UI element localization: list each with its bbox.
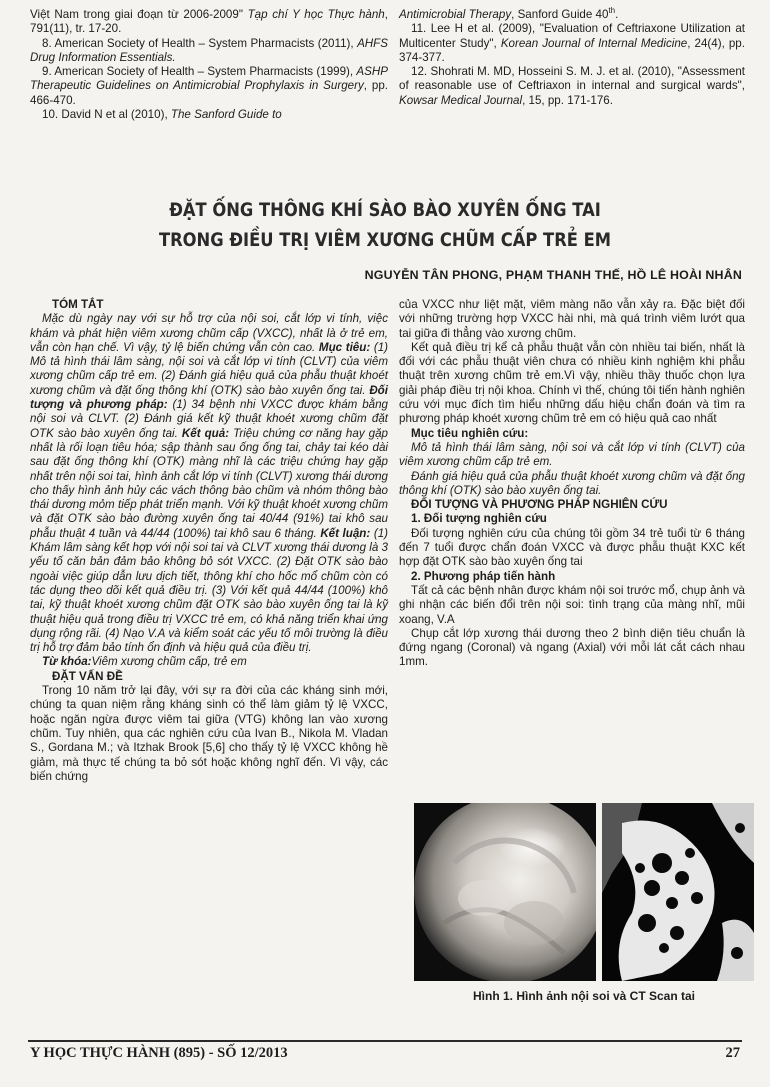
article-authors: NGUYỄN TÂN PHONG, PHẠM THANH THẾ, HỒ LÊ HOÀI NHÂN (364, 268, 742, 282)
figure-caption: Hình 1. Hình ảnh nội soi và CT Scan tai (472, 989, 696, 1003)
abstract-heading: TÓM TẮT (52, 298, 104, 311)
reference-12: 12. Shohrati M. MD, Hosseini S. M. J. et al. (2010), "Assessment of reasonable use of Ceftriaxon in internal and surgical wards", Kowsar Medical Journal, 15, pp. 171-176. (399, 65, 745, 107)
footer-rule (28, 1040, 742, 1042)
reference-9: 9. American Society of Health – System Pharmacists (1999), ASHP Therapeutic Guidelines on Antimicrobial Prophylaxis in Surgery, pp. 466-470. (30, 65, 388, 107)
reference-10-tail: Antimicrobial Therapy, Sanford Guide 40th. (399, 6, 619, 21)
reference-10: 10. David N et al (2010), The Sanford Guide to (42, 108, 282, 122)
journal-name: Y HỌC THỰC HÀNH (895) - SỐ 12/2013 (30, 1045, 288, 1061)
figure-1 (414, 803, 754, 981)
objective-2: Đánh giá hiệu quả của phẫu thuật khoét xương chũm và đặt ống thông khí (OTK) sào bào xuyên ống tai. (399, 469, 745, 497)
intro-paragraph-1-continued: của VXCC như liệt mặt, viêm màng não vẫn xảy ra. Đặc biệt đối với những trường hợp VXCC hài nhi, mà quá trình viêm lướt qua tai giữa đi thẳng vào xương chũm. (399, 298, 745, 340)
reference-11: 11. Lee H et al. (2009), "Evaluation of Ceftriaxone Utilization at Multicenter Study", Korean Journal of Internal Medicine, 24(4), pp. 374-377. (399, 22, 745, 64)
article-title-line-2: TRONG ĐIỀU TRỊ VIÊM XƯƠNG CHŨM CẤP TRẺ EM (158, 229, 612, 251)
methods-procedure-text-2: Chụp cắt lớp xương thái dương theo 2 bình diện tiêu chuẩn là đứng ngang (Coronal) và ngang (Axial) với mỗi lát cắt cách nhau 1mm. (399, 626, 745, 669)
abstract-text: Mặc dù ngày nay với sự hỗ trợ của nội soi, cắt lớp vi tính, việc khám và phát hiện viêm xương chũm cấp (VXCC), nhất là ở trẻ em, vẫn còn hạn chế. Vì vậy, tỷ lệ biến chứng vẫn còn cao. Mục tiêu: (1) Mô tả hình thái lâm sàng, nội soi và cắt lớp vi tính (CLVT) của viêm xương chũm cấp trẻ em. (2) Đánh giá hiệu quả của phẫu thuật khoét xương chũm và đặt ống thông khí (OTK) sào bào xuyên ống tai. Đối tượng và phương pháp: (1) 34 bệnh nhi VXCC được khám bằng nội soi và CLVT. (2) Đánh giá kết kỹ thuật khoét xương chũm đặt OTK sào bào xuyên ống tai. Kết quả: Triệu chứng cơ năng hay gặp nhất là rối loạn tiêu hóa; sập thành sau ống ống tai, chảy tai kéo dài sau đặt ống thông khí (OTK) màng nhĩ là các triệu chứng hay gặp nhất trên nội soi tai, hình ảnh cắt lớp vi tính (CLVT) xương thái dương cho thấy hình ảnh hủy các vách thông bào chũm và nhóm thông bào thái dương mỏm tiếp phát triển mạnh. Với kỹ thuật khoét xương chũm và đặt OTK sào bào đường xuyên ống tai 40/44 (91%) tai khô sau phẫu thuật 4 tuần và 44/44 (100%) tai khô sau 6 tháng. Kết luận: (1) Khám lâm sàng kết hợp với nội soi tai và CLVT xương thái dương là 3 yếu tố căn bản đảm bảo không bỏ sót VXCC. (2) Đặt OTK sào bào ngoài việc giúp dẫn lưu dịch tiết, thông khí cho hốc mổ chũm còn có tác dụng theo dõi kết quả điều trị. (3) Với kết quả 44/44 (100%) khô tai, kỹ thuật khoét xương chũm đặt OTK sào bào xuyên ống tai là kỹ thuật hiệu quả trong điều trị VXCC trẻ em, có khả năng triển khai ứng dụng rộng rãi. (4) Nạo V.A và kiểm soát các yếu tố môi trường là điều trị hỗ trợ đảm bảo tính ổn định và hiệu quả của điều trị. (30, 312, 388, 655)
page-number: 27 (725, 1045, 740, 1061)
methods-heading: ĐỐI TƯỢNG VÀ PHƯƠNG PHÁP NGHIÊN CỨU (411, 498, 668, 512)
intro-paragraph-2: Kết quả điều trị kể cả phẫu thuật vẫn còn nhiều tai biến, nhất là đối với các phẫu thuật viên chưa có nhiều kinh nghiệm khi phẫu thuật trên xương chũm trẻ em.Vì vậy, nhiều thầy thuốc chọn lựa giải pháp điều trị nội khoa. Chính vì thế, chúng tôi tiến hành nghiên cứu với mục đích tìm hiểu những dấu hiệu chẩn đoán và tìm ra phương pháp khoét xương chũm trẻ em có hiệu quả cao nhất (399, 340, 745, 426)
methods-subheading-1: 1. Đối tượng nghiên cứu (411, 512, 547, 526)
reference-8: 8. American Society of Health – System Pharmacists (2011), AHFS Drug Information Essentials. (30, 36, 388, 64)
ct-scan-image (602, 803, 754, 981)
objective-1: Mô tả hình thái lâm sàng, nội soi và cắt lớp vi tính (CLVT) của viêm xương chũm cấp trẻ em. (399, 440, 745, 469)
intro-paragraph-1: Trong 10 năm trở lại đây, với sự ra đời của các kháng sinh mới, chúng ta quan niệm rằng kháng sinh có thể làm giảm tỷ lệ VXCC, hoặc ngăn ngừa được viêm tai giữa (VTG) không lan vào xương chũm. Tuy nhiên, qua các nghiên cứu của Ivan B., Nikola M. Vladan S., Gordana M.; và Itzhak Brook [5,6] cho thấy tỷ lệ VXCC không hề giảm, mà thực tế chúng ta bỏ sót hoặc không nghĩ đến. Vì vậy, các biến chứng (30, 684, 388, 783)
article-title-line-1: ĐẶT ỐNG THÔNG KHÍ SÀO BÀO XUYÊN ỐNG TAI (169, 199, 601, 221)
reference-7-tail: Việt Nam trong giai đoạn từ 2006-2009" Tạp chí Y học Thực hành, 791(11), tr. 17-20. (30, 8, 388, 36)
endoscopy-image (414, 803, 596, 981)
intro-heading: ĐẶT VẤN ĐỀ (52, 669, 123, 683)
methods-subjects-text: Đối tượng nghiên cứu của chúng tôi gồm 34 trẻ tuổi từ 6 tháng đến 7 tuổi được chẩn đoán VXCC và được phẫu thuật KXC kết hợp đặt OTK sào bào xuyên ống tai (399, 526, 745, 569)
references-right (399, 8, 745, 108)
references-left (30, 8, 388, 122)
keywords: Từ khóa:Viêm xương chũm cấp, trẻ em (42, 655, 247, 669)
left-column (30, 298, 388, 784)
methods-procedure-text-1: Tất cả các bệnh nhân được khám nội soi trước mổ, chụp ảnh và ghi nhận các biến đổi trên nội soi: tình trạng của màng nhĩ, mũi xoang, V.A (399, 583, 745, 626)
objectives-heading: Mục tiêu nghiên cứu: (411, 426, 529, 440)
article-title (54, 195, 716, 255)
methods-subheading-2: 2. Phương pháp tiến hành (411, 569, 556, 583)
right-column (399, 298, 745, 670)
